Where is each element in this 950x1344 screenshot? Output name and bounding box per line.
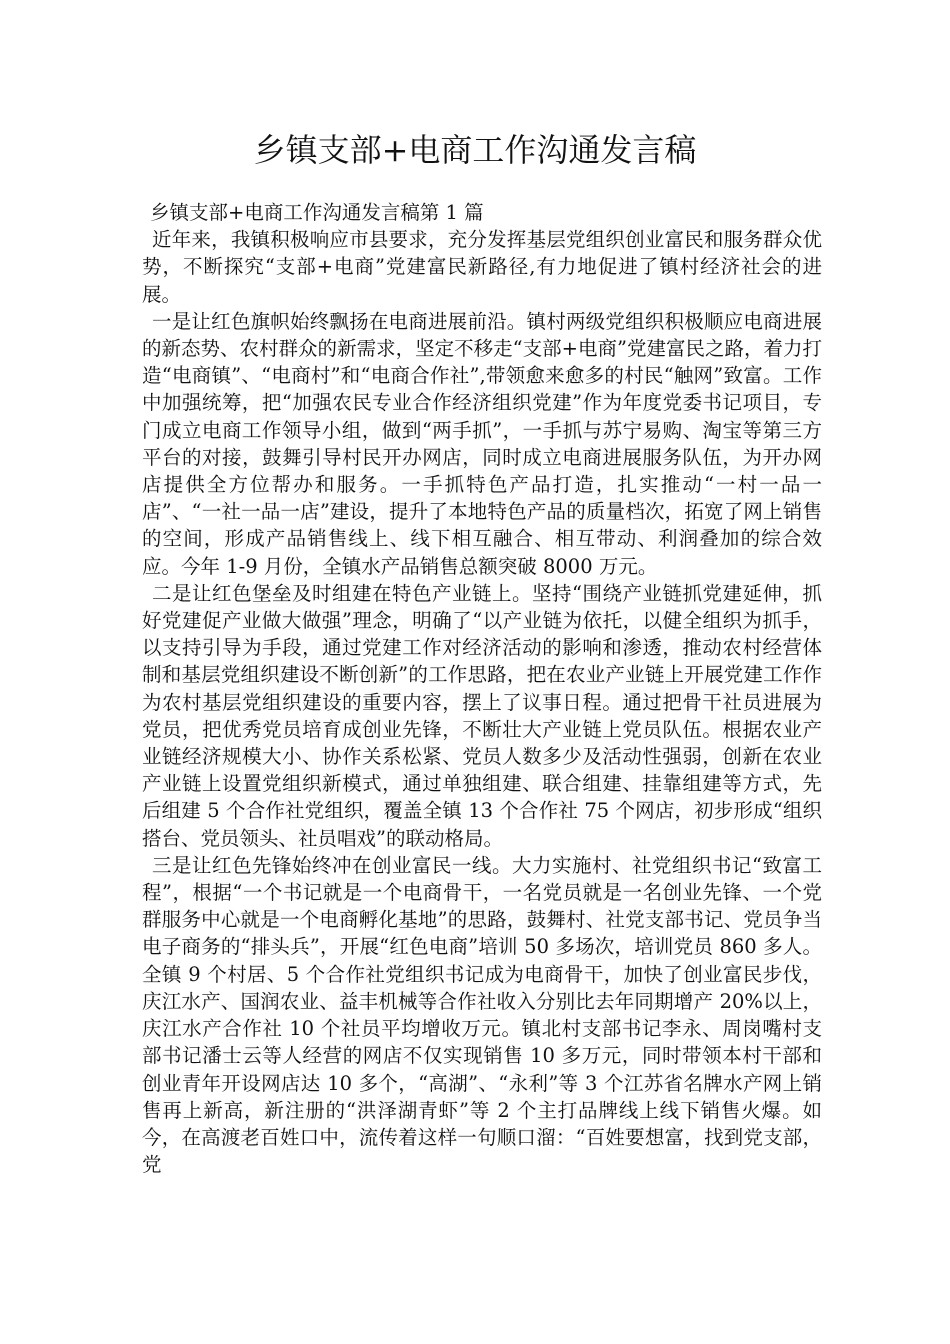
paragraph-point-2: 二是让红色堡垒及时组建在特色产业链上。坚持“围绕产业链抓党建延伸，抓好党建促产业做大做强”理念，明确了“以产业链为依托，以健全组织为抓手，以支持引导为手段，通过党建工作对经济活动的影响和渗透，推动农村经营体制和基层党组织建设不断创新”的工作思路，把在农业产业链上开展党建工作作为农村基层党组织建设的重要内容，摆上了议事日程。通过把骨干社员进展为党员，把优秀党员培育成创业先锋，不断壮大产业链上党员队伍。根据农业产业链经济规模大小、协作关系松紧、党员人数多少及活动性强弱，创新在农业产业链上设置党组织新模式，通过单独组建、联合组建、挂靠组建等方式，先后组建 5 个合作社党组织，覆盖全镇 13 个合作社 75 个网店，初步形成“组织搭台、党员领头、社员唱戏”的联动格局。 — [142, 581, 822, 850]
document-body — [142, 199, 822, 1178]
paragraph-point-3: 三是让红色先锋始终冲在创业富民一线。大力实施村、社党组织书记“致富工程”，根据“一个书记就是一个电商骨干，一名党员就是一名创业先锋、一个党群服务中心就是一个电商孵化基地”的思路，鼓舞村、社党支部书记、党员争当电子商务的“排头兵”，开展“红色电商”培训 50 多场次，培训党员 860 多人。全镇 9 个村居、5 个合作社党组织书记成为电商骨干，加快了创业富民步伐，庆江水产、国润农业、益丰机械等合作社收入分别比去年同期增产 20%以上，庆江水产合作社 10 个社员平均增收万元。镇北村支部书记李永、周岗嘴村支部书记潘士云等人经营的网店不仅实现销售 10 多万元，同时带领本村干部和创业青年开设网店达 10 多个，“高湖”、“永利”等 3 个江苏省名牌水产网上销售再上新高，新注册的“洪泽湖青虾”等 2 个主打品牌线上线下销售火爆。如今，在高渡老百姓口中，流传着这样一句顺口溜：“百姓要想富，找到党支部，党 — [142, 853, 822, 1177]
page-title: 乡镇支部+电商工作沟通发言稿 — [253, 131, 697, 169]
paragraph-point-1: 一是让红色旗帜始终飘扬在电商进展前沿。镇村两级党组织积极顺应电商进展的新态势、农村群众的新需求，坚定不移走“支部+电商”党建富民之路，着力打造“电商镇”、“电商村”和“电商合作社”,带领愈来愈多的村民“触网”致富。工作中加强统筹，把“加强农民专业合作经济组织党建”作为年度党委书记项目，专门成立电商工作领导小组，做到“两手抓”，一手抓与苏宁易购、淘宝等第三方平台的对接，鼓舞引导村民开办网店，同时成立电商进展服务队伍，为开办网店提供全方位帮办和服务。一手抓特色产品打造，扎实推动“一村一品一店”、“一社一品一店”建设，提升了本地特色产品的质量档次，拓宽了网上销售的空间，形成产品销售线上、线下相互融合、相互带动、利润叠加的综合效应。今年 1-9 月份，全镇水产品销售总额突破 8000 万元。 — [142, 309, 822, 578]
paragraph-intro: 近年来，我镇积极响应市县要求，充分发挥基层党组织创业富民和服务群众优势，不断探究“支部+电商”党建富民新路径,有力地促进了镇村经济社会的进展。 — [142, 228, 822, 306]
section-heading: 乡镇支部+电商工作沟通发言稿第 1 篇 — [150, 201, 484, 224]
